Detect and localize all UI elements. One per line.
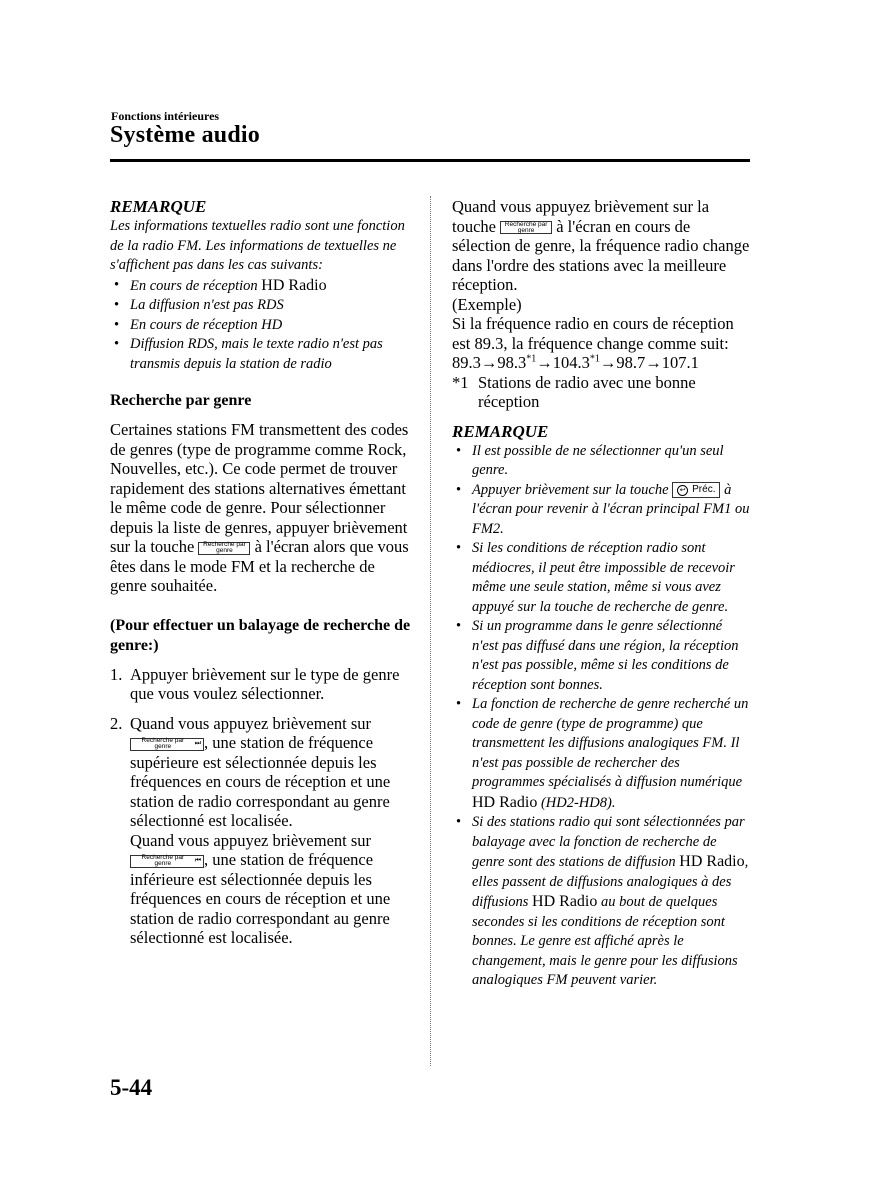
seek-up-icon: ⏭ (194, 740, 200, 748)
footnote: *1 Stations de radio avec une bonne réception (452, 372, 696, 411)
genre-search-heading: Recherche par genre (110, 392, 252, 409)
frequency-sequence: $89.3\to 98.3^{*1}\to 104.3^{*1}\to 98.7\to 107.1$ (452, 353, 699, 372)
step-item: 1. Appuyer brièvement sur le type de genre que vous voulez sélectionner. (110, 664, 400, 703)
note-intro: Les informations textuelles radio sont une fonction de la radio FM. Les informations de textuelles ne s'affichent pas dans les cas suivants: (110, 218, 405, 273)
note-item: • En cours de réception HD (110, 316, 412, 336)
note-item: • La fonction de recherche de genre recherché un code de genre (type de programme) que transmettent les diffusions analogiques FM. Il n'est pas possible de rechercher des programmes spécialisés à diffusion numérique HD Radio (HD2-HD8). (452, 695, 752, 813)
note-heading: REMARQUE (452, 421, 549, 441)
note-item: • Si les conditions de réception radio sont médiocres, il peut être impossible de recevoir même une seule station, même si vous avez appuyé sur la touche de recherche de genre. (452, 539, 752, 617)
step-item: 2. Quand vous appuyez brièvement sur Recherche par genre ⏭ , une station de fréquence supérieure est sélectionnée depuis les fréquences en cours de réception et une station de radio correspondant au genre sélectionné est localisée. Quand vous appuyez brièvement sur Recherche par genre ⏮ , une station de fréquence inférieure est sélectionnée depuis les fréquences en cours de réception et une station de radio correspondant au genre sélectionné est localisée. (110, 713, 391, 947)
note-item: • Si des stations radio qui sont sélectionnées par balayage avec la fonction de recherche de genre sont des stations de diffusion HD Radio, elles passent de diffusions analogiques à des diffusions HD Radio au bout de quelques secondes si les conditions de réception sont bonnes. Le genre est affiché après le changement, mais le genre pour les diffusions analogiques FM peuvent varier. (452, 813, 752, 991)
note-heading: REMARQUE (110, 197, 207, 216)
seek-down-icon: ⏮ (194, 857, 200, 865)
page-title: Système audio (110, 122, 260, 148)
hd-radio-brand: HD Radio (679, 853, 745, 870)
prec-button[interactable]: ↩ Préc. (672, 482, 720, 498)
genre-press-paragraph: Quand vous appuyez brièvement sur la touche Recherche par genre à l'écran en cours de sélection de genre, la fréquence radio change dans l'ordre des stations avec la meilleure réception. (452, 197, 750, 294)
note-item: • Appuyer brièvement sur la touche ↩ Préc. à l'écran pour revenir à l'écran principal FM1 ou FM2. (452, 481, 752, 540)
example-label: (Exemple) (452, 294, 522, 314)
genre-search-body: Certaines stations FM transmettent des codes de genres (type de programme comme Rock, Nouvelles, etc.). Ce code permet de trouver rapidement des stations alternatives émettant le même code de genre. Pour sélectionner depuis la liste de genres, appuyer brièvement sur la touche Recherche par genre à l'écran alors que vous êtes dans le mode FM et la recherche de genre souhaitée. (110, 420, 409, 595)
note-item: • Il est possible de ne sélectionner qu'un seul genre. (452, 442, 752, 481)
title-rule (110, 159, 750, 162)
page-number: 5-44 (110, 1075, 153, 1100)
scan-heading: (Pour effectuer un balayage de recherche de genre:) (110, 616, 411, 654)
note-item: • La diffusion n'est pas RDS (110, 296, 412, 316)
genre-search-button[interactable]: Recherche par genre (500, 221, 552, 234)
hd-radio-brand: HD Radio (261, 276, 327, 294)
column-divider (430, 196, 431, 1066)
right-column (452, 197, 752, 991)
note-item: • En cours de réception HD Radio (110, 276, 412, 297)
note-item: • Diffusion RDS, mais le texte radio n'est pas transmis depuis la station de radio (110, 335, 412, 374)
hd-radio-brand: HD Radio (472, 793, 538, 811)
steps-list (110, 665, 412, 948)
left-column (110, 197, 412, 948)
note-list (110, 276, 412, 375)
hd-radio-brand: HD Radio (532, 893, 598, 910)
back-icon: ↩ (677, 485, 688, 496)
note-list (452, 442, 752, 991)
example-text: Si la fréquence radio en cours de réception est 89.3, la fréquence change comme suit: (452, 314, 734, 353)
section-label: Fonctions intérieures (111, 109, 220, 123)
genre-seek-up-button[interactable]: Recherche par genre ⏭ (130, 738, 204, 751)
genre-seek-down-button[interactable]: Recherche par genre ⏮ (130, 855, 204, 868)
note-item: • Si un programme dans le genre sélectionné n'est pas diffusé dans une région, la réception n'est pas possible, même si les conditions de réception sont bonnes. (452, 617, 752, 695)
genre-search-button[interactable]: Recherche par genre (198, 542, 250, 555)
